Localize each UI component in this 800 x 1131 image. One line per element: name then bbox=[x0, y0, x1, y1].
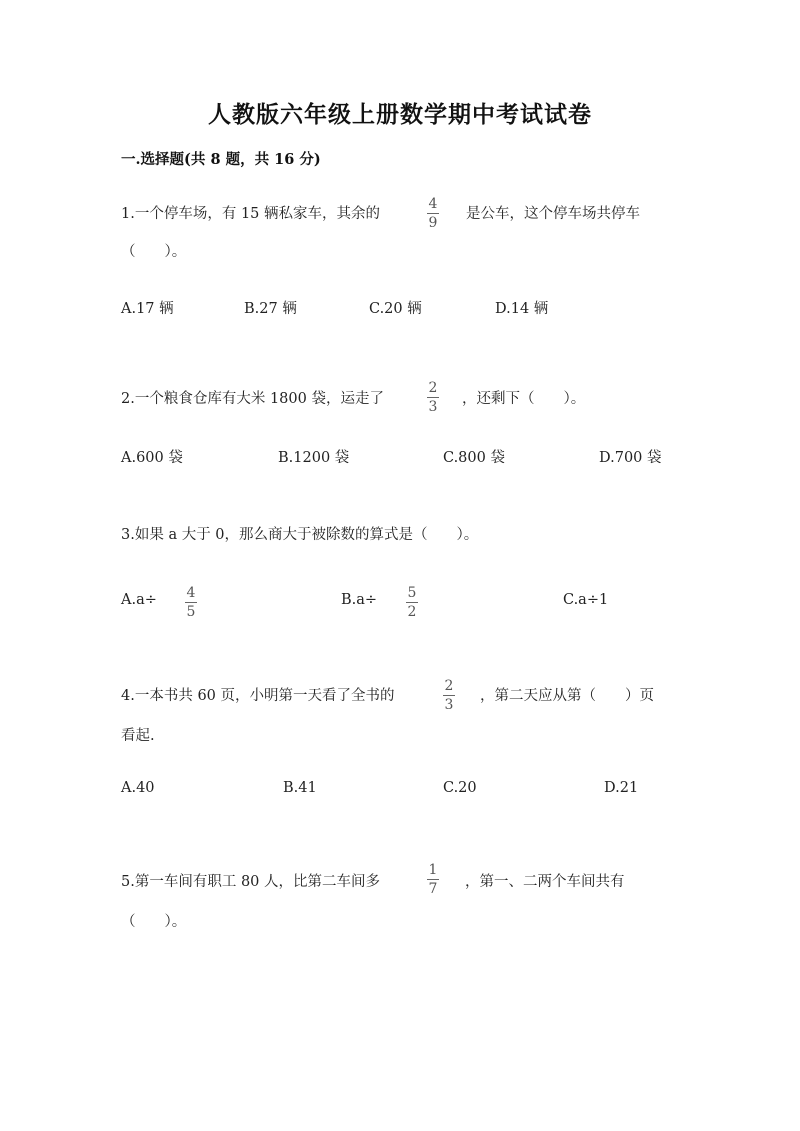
question-4-option-d[interactable]: D.21 bbox=[604, 780, 639, 796]
question-2-option-a[interactable]: A.600 袋 bbox=[121, 450, 183, 466]
question-2-line1-after: ，还剩下（ ）。 bbox=[462, 391, 586, 407]
question-2-option-c[interactable]: C.800 袋 bbox=[443, 450, 505, 466]
question-2-fraction bbox=[424, 380, 442, 415]
question-1-fraction bbox=[424, 196, 442, 231]
fraction-numerator: 4 bbox=[428, 196, 438, 212]
fraction-denominator: 9 bbox=[428, 215, 438, 231]
question-5-line1-after: ，第一、二两个车间共有 bbox=[465, 874, 625, 890]
option-label: B.a÷ bbox=[341, 592, 378, 608]
question-5-fraction bbox=[424, 862, 442, 897]
fraction-numerator: 2 bbox=[444, 678, 454, 694]
question-5-line2: （ ）。 bbox=[121, 914, 187, 930]
question-2-option-d[interactable]: D.700 袋 bbox=[599, 450, 662, 466]
fraction-bar bbox=[406, 602, 418, 603]
question-4-option-a[interactable]: A.40 bbox=[121, 780, 155, 796]
question-4-option-c[interactable]: C.20 bbox=[443, 780, 477, 796]
question-3-option-a[interactable] bbox=[121, 592, 157, 608]
question-1-option-d[interactable]: D.14 辆 bbox=[495, 301, 549, 317]
question-2-option-b[interactable]: B.1200 袋 bbox=[278, 450, 350, 466]
fraction-denominator: 3 bbox=[444, 697, 454, 713]
fraction-bar bbox=[185, 602, 197, 603]
question-5-line1-before: 5.第一车间有职工 80 人，比第二车间多 bbox=[121, 874, 381, 890]
question-4-fraction bbox=[440, 678, 458, 713]
question-4-option-b[interactable]: B.41 bbox=[283, 780, 317, 796]
question-3-option-c[interactable]: C.a÷1 bbox=[563, 592, 609, 608]
question-4-line2: 看起. bbox=[121, 728, 155, 744]
fraction-numerator: 5 bbox=[407, 585, 417, 601]
question-2-line1-before: 2.一个粮食仓库有大米 1800 袋，运走了 bbox=[121, 391, 384, 407]
section-heading: 一.选择题(共 8 题，共 16 分) bbox=[121, 151, 321, 168]
question-1-line1-after: 是公车，这个停车场共停车 bbox=[466, 206, 640, 222]
question-1-line1-before: 1.一个停车场，有 15 辆私家车，其余的 bbox=[121, 206, 381, 222]
fraction-bar bbox=[443, 695, 455, 696]
question-3-option-a-fraction bbox=[182, 585, 200, 620]
option-label: A.a÷ bbox=[121, 592, 157, 608]
page-title: 人教版六年级上册数学期中考试试卷 bbox=[208, 101, 592, 128]
question-1-option-b[interactable]: B.27 辆 bbox=[244, 301, 297, 317]
fraction-bar bbox=[427, 879, 439, 880]
fraction-denominator: 2 bbox=[407, 604, 417, 620]
question-4-line1-after: ，第二天应从第（ ）页 bbox=[480, 688, 654, 704]
fraction-bar bbox=[427, 213, 439, 214]
fraction-bar bbox=[427, 397, 439, 398]
fraction-numerator: 4 bbox=[186, 585, 196, 601]
question-3-option-b[interactable] bbox=[341, 592, 377, 608]
question-1-option-c[interactable]: C.20 辆 bbox=[369, 301, 422, 317]
fraction-denominator: 3 bbox=[428, 399, 438, 415]
question-4-line1-before: 4.一本书共 60 页，小明第一天看了全书的 bbox=[121, 688, 395, 704]
question-3-option-b-fraction bbox=[403, 585, 421, 620]
question-3-line1: 3.如果 a 大于 0，那么商大于被除数的算式是（ ）。 bbox=[121, 527, 479, 543]
fraction-denominator: 7 bbox=[428, 881, 438, 897]
fraction-numerator: 2 bbox=[428, 380, 438, 396]
fraction-denominator: 5 bbox=[186, 604, 196, 620]
fraction-numerator: 1 bbox=[428, 862, 438, 878]
question-1-line2: （ ）。 bbox=[121, 244, 187, 260]
question-1-option-a[interactable]: A.17 辆 bbox=[121, 301, 174, 317]
